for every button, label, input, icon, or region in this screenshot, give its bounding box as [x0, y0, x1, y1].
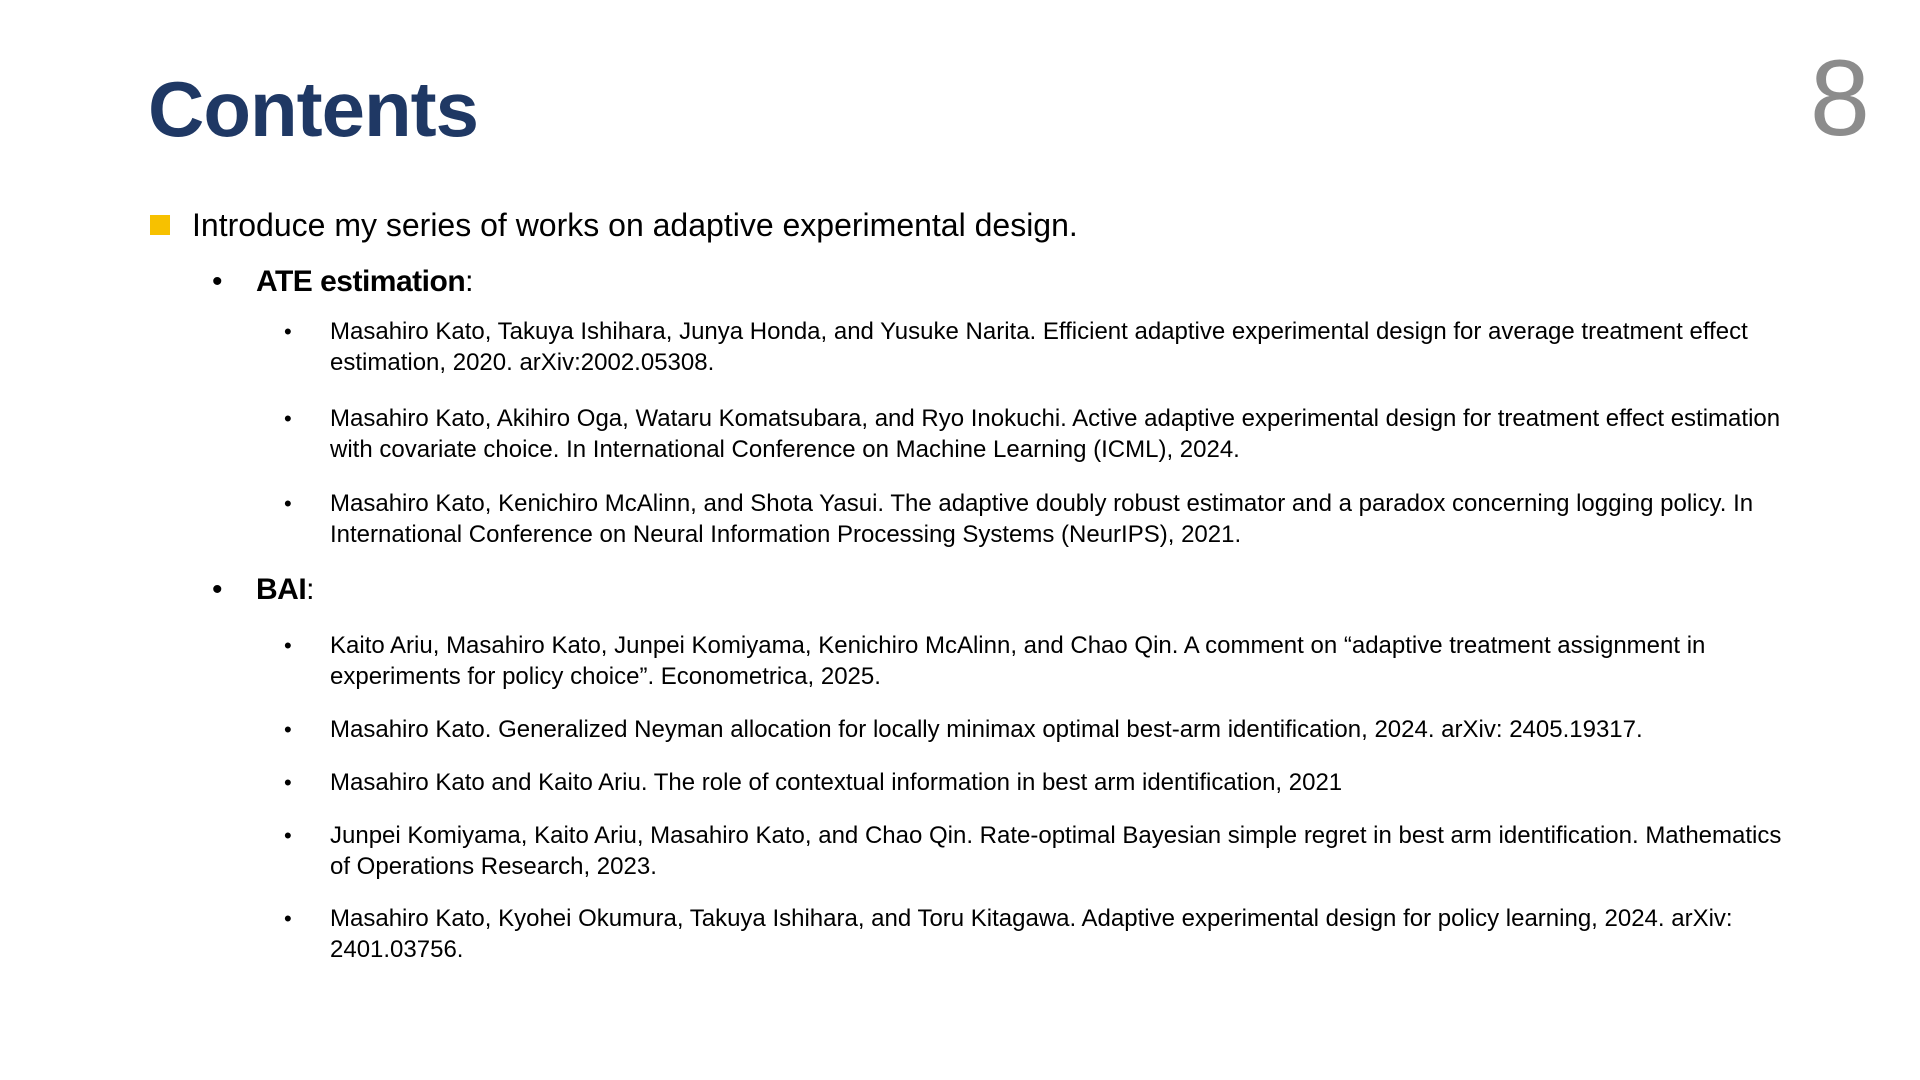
reference-item [284, 714, 1790, 745]
reference-item [284, 316, 1790, 378]
reference-item [284, 903, 1790, 965]
section-label: BAI [256, 573, 307, 606]
bullet-dot-icon: • [284, 770, 292, 795]
reference-item [284, 488, 1790, 550]
section-suffix: : [465, 265, 474, 298]
reference-item [284, 403, 1790, 465]
section-label: ATE estimation [256, 265, 466, 298]
bullet-dot-icon: • [284, 633, 292, 658]
page-title: Contents [148, 65, 478, 153]
reference-text: Masahiro Kato and Kaito Ariu. The role of contextual information in best arm identification, 2021 [330, 769, 1343, 796]
page-number: 8 [1809, 37, 1870, 158]
bullet-dot-icon: • [212, 573, 223, 606]
intro-item [150, 202, 1790, 248]
reference-text: Masahiro Kato, Akihiro Oga, Wataru Komatsubara, and Ryo Inokuchi. Active adaptive experimental design for treatment effect estimation with covariate choice. In International Conference on Machine Learning (ICML), 2024. [330, 405, 1781, 463]
intro-text: Introduce my series of works on adaptive experimental design. [192, 207, 1078, 243]
bullet-dot-icon: • [284, 319, 292, 344]
slide-content [150, 202, 1790, 965]
section-bai [212, 570, 1790, 610]
bullet-dot-icon: • [212, 265, 223, 298]
bullet-dot-icon: • [284, 406, 292, 431]
reference-text: Masahiro Kato, Kyohei Okumura, Takuya Ishihara, and Toru Kitagawa. Adaptive experimental design for policy learning, 2024. arXiv: 2401.03756. [330, 905, 1733, 963]
reference-text: Masahiro Kato, Kenichiro McAlinn, and Shota Yasui. The adaptive doubly robust estimator and a paradox concerning logging policy. In International Conference on Neural Information Processing Systems (NeurIPS), 2021. [330, 490, 1754, 548]
reference-item [284, 630, 1790, 692]
reference-text: Masahiro Kato, Takuya Ishihara, Junya Honda, and Yusuke Narita. Efficient adaptive experimental design for average treatment effect estimation, 2020. arXiv:2002.05308. [330, 318, 1748, 376]
reference-text: Masahiro Kato. Generalized Neyman allocation for locally minimax optimal best-arm identification, 2024. arXiv: 2405.19317. [330, 716, 1643, 743]
section-suffix: : [306, 573, 315, 606]
bullet-dot-icon: • [284, 717, 292, 742]
square-bullet-icon [150, 215, 170, 235]
bullet-dot-icon: • [284, 491, 292, 516]
reference-text: Junpei Komiyama, Kaito Ariu, Masahiro Kato, and Chao Qin. Rate-optimal Bayesian simple regret in best arm identification. Mathematics of Operations Research, 2023. [330, 822, 1782, 880]
bullet-dot-icon: • [284, 823, 292, 848]
reference-item [284, 820, 1790, 882]
section-ate-estimation [212, 262, 1790, 302]
reference-item [284, 767, 1790, 798]
bullet-dot-icon: • [284, 906, 292, 931]
reference-text: Kaito Ariu, Masahiro Kato, Junpei Komiyama, Kenichiro McAlinn, and Chao Qin. A comment on “adaptive treatment assignment in experiments for policy choice”. Econometrica, 2025. [330, 632, 1706, 690]
